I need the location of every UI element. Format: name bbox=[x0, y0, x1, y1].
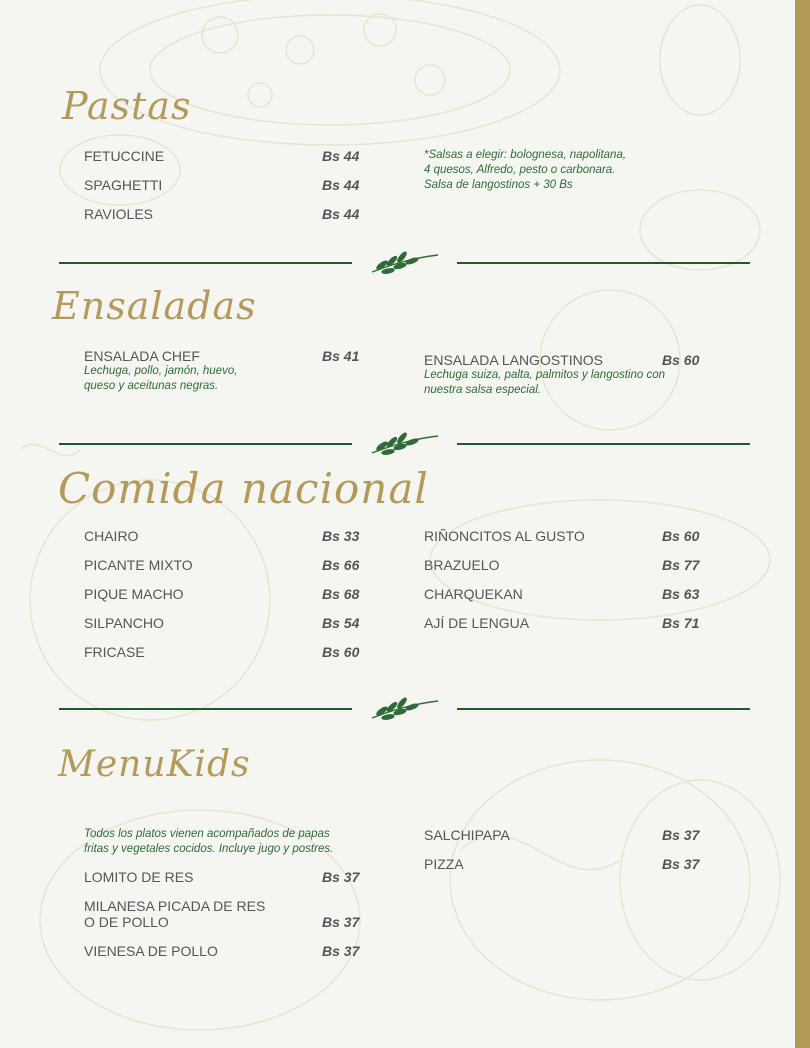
menu-item-name: BRAZUELO bbox=[424, 557, 500, 573]
menu-item-name: RIÑONCITOS AL GUSTO bbox=[424, 528, 585, 544]
menu-item-name: RAVIOLES bbox=[84, 206, 153, 222]
menu-item-price: Bs 60 bbox=[662, 528, 700, 544]
menu-item-price: Bs 71 bbox=[662, 615, 700, 631]
section-divider-left bbox=[59, 262, 352, 264]
menu-item-name: PICANTE MIXTO bbox=[84, 557, 193, 573]
menu-item-price: Bs 37 bbox=[322, 943, 360, 959]
menu-item-price: Bs 68 bbox=[322, 586, 360, 602]
menu-item-price: Bs 60 bbox=[662, 352, 700, 368]
section-title-ensaladas: Ensaladas bbox=[52, 284, 257, 328]
section-divider-right bbox=[457, 262, 750, 264]
menu-item-price: Bs 41 bbox=[322, 348, 360, 364]
menu-item-price: Bs 66 bbox=[322, 557, 360, 573]
menu-item-name: VIENESA DE POLLO bbox=[84, 943, 218, 959]
menu-item-price: Bs 37 bbox=[662, 827, 700, 843]
section-title-menu-kids: MenuKids bbox=[58, 744, 251, 785]
menu-item-name: FETUCCINE bbox=[84, 148, 165, 164]
kids-note-line: Todos los platos vienen acompañados de papas bbox=[84, 828, 330, 840]
sauce-note-line: 4 quesos, Alfredo, pesto o carbonara. bbox=[424, 164, 616, 176]
olive-branch-icon bbox=[368, 246, 440, 276]
sauce-note-line: Salsa de langostinos + 30 Bs bbox=[424, 179, 573, 191]
menu-item-name: O DE POLLO bbox=[84, 914, 169, 930]
menu-item-name: LOMITO DE RES bbox=[84, 869, 194, 885]
menu-item-description: Lechuga, pollo, jamón, huevo, bbox=[84, 365, 238, 377]
menu-item-name: ENSALADA LANGOSTINOS bbox=[424, 352, 603, 368]
menu-item-name: MILANESA PICADA DE RES bbox=[84, 898, 266, 914]
menu-item-price: Bs 77 bbox=[662, 557, 700, 573]
menu-item-price: Bs 37 bbox=[322, 869, 360, 885]
menu-item-description: nuestra salsa especial. bbox=[424, 384, 541, 396]
section-divider-right bbox=[457, 443, 750, 445]
menu-item-name: AJÍ DE LENGUA bbox=[424, 615, 530, 631]
menu-item-price: Bs 37 bbox=[322, 914, 360, 930]
section-title-pastas: Pastas bbox=[62, 84, 192, 128]
menu-item-price: Bs 44 bbox=[322, 148, 360, 164]
menu-item-name: SPAGHETTI bbox=[84, 177, 163, 193]
menu-item-name: PIQUE MACHO bbox=[84, 586, 184, 602]
menu-item-name: PIZZA bbox=[424, 856, 464, 872]
section-title-comida-nacional: Comida nacional bbox=[58, 464, 429, 513]
menu-item-price: Bs 60 bbox=[322, 644, 360, 660]
olive-branch-icon bbox=[368, 427, 440, 457]
menu-item-price: Bs 63 bbox=[662, 586, 700, 602]
menu-item-name: CHARQUEKAN bbox=[424, 586, 523, 602]
menu-item-description: Lechuga suiza, palta, palmitos y langostino con bbox=[424, 369, 666, 381]
menu-item-name: CHAIRO bbox=[84, 528, 139, 544]
menu-item-price: Bs 44 bbox=[322, 177, 360, 193]
menu-item-name: SALCHIPAPA bbox=[424, 827, 510, 843]
menu-item-name: FRICASE bbox=[84, 644, 145, 660]
menu-item-price: Bs 33 bbox=[322, 528, 360, 544]
menu-item-name: ENSALADA CHEF bbox=[84, 348, 200, 364]
menu-item-description: queso y aceitunas negras. bbox=[84, 380, 219, 392]
section-divider-left bbox=[59, 443, 352, 445]
section-divider-right bbox=[457, 708, 750, 710]
section-divider-left bbox=[59, 708, 352, 710]
decorative-side-bar bbox=[795, 0, 810, 1048]
sauce-note-line: *Salsas a elegir: bolognesa, napolitana, bbox=[424, 149, 627, 161]
menu-item-name: SILPANCHO bbox=[84, 615, 164, 631]
menu-item-price: Bs 37 bbox=[662, 856, 700, 872]
menu-item-price: Bs 54 bbox=[322, 615, 360, 631]
olive-branch-icon bbox=[368, 692, 440, 722]
kids-note-line: fritas y vegetales cocidos. Incluye jugo y postres. bbox=[84, 843, 334, 855]
menu-item-price: Bs 44 bbox=[322, 206, 360, 222]
